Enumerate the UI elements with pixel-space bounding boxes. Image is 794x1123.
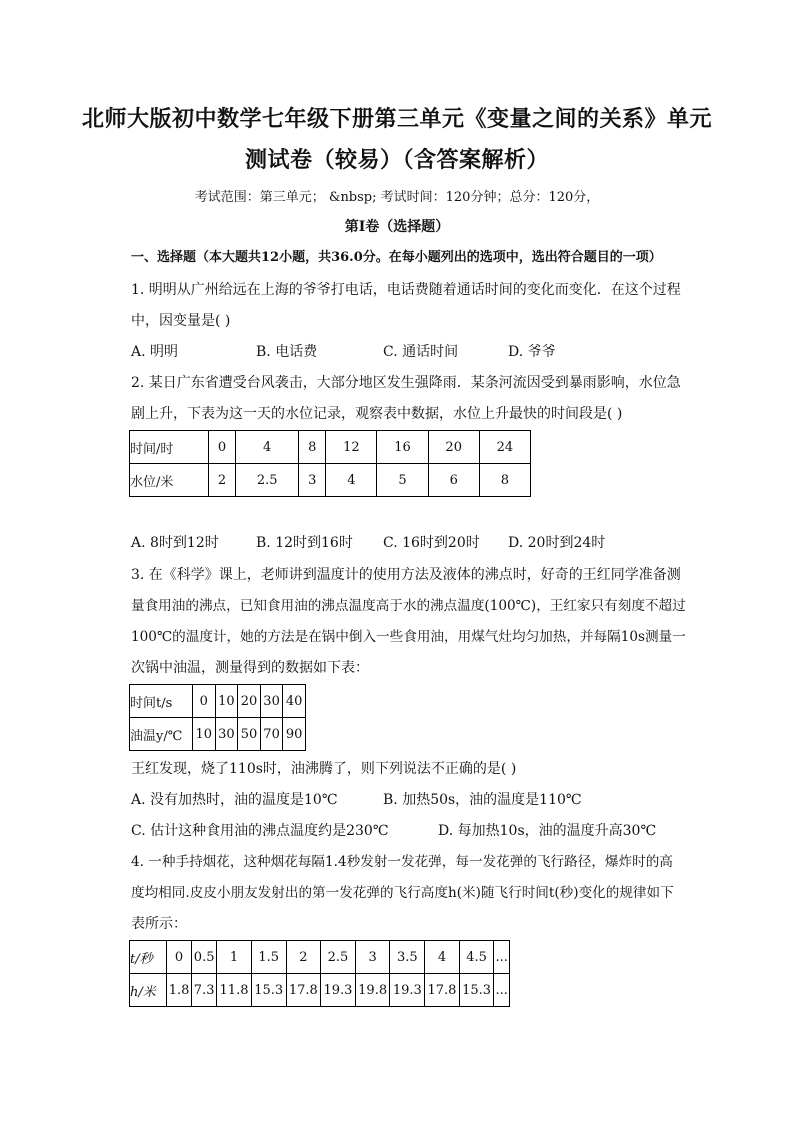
exam-info: 考试范围：第三单元； &nbsp; 考试时间：120分钟；总分：120分， [194, 190, 600, 205]
table-cell: 19.8 [355, 974, 390, 1007]
table-row [130, 974, 510, 1007]
table-cell: 5 [377, 464, 428, 497]
table-cell: 8 [299, 431, 326, 464]
table-cell: 0 [209, 431, 236, 464]
q3-oil-temperature-table [129, 684, 306, 751]
q3-text-line-1: 3. 在《科学》课上，老师讲到温度计的使用方法及液体的沸点时，好奇的王红同学准备测 [131, 567, 681, 583]
table-row [130, 431, 531, 464]
table-cell: 19.3 [321, 974, 356, 1007]
table-cell: 0.5 [192, 941, 217, 974]
table-row [130, 464, 531, 497]
table-cell: 8 [479, 464, 530, 497]
table-cell: 40 [283, 685, 306, 718]
table-row-label: 油温y/℃ [130, 718, 193, 751]
document-title-line-1: 北师大版初中数学七年级下册第三单元《变量之间的关系》单元 [81, 106, 712, 132]
q2-water-level-table [129, 430, 531, 497]
table-cell: 1.5 [251, 941, 286, 974]
q3-text-line-2: 量食用油的沸点，已知食用油的沸点温度高于水的沸点温度(100℃)，王红家只有刻度不超过 [131, 598, 686, 614]
table-cell: ... [494, 941, 510, 974]
table-row [130, 685, 306, 718]
table-cell: 30 [260, 685, 283, 718]
q1-option-d: D. 爷爷 [508, 344, 556, 360]
q1-option-c: C. 通话时间 [383, 344, 459, 360]
table-row [130, 941, 510, 974]
table-cell: 11.8 [217, 974, 252, 1007]
q3-option-d: D. 每加热10s，油的温度升高30℃ [438, 823, 657, 839]
table-cell: 3 [355, 941, 390, 974]
table-cell: 2 [286, 941, 321, 974]
q4-firework-height-table [129, 940, 510, 1007]
q1-text-line-2: 中，因变量是( ) [131, 313, 231, 329]
table-cell: 4 [425, 941, 460, 974]
table-cell: 1 [217, 941, 252, 974]
q3-option-b: B. 加热50s，油的温度是110℃ [383, 792, 582, 808]
q3-text-line-4: 次锅中油温，测量得到的数据如下表： [131, 660, 369, 676]
table-cell: 30 [215, 718, 238, 751]
q1-option-a: A. 明明 [131, 344, 179, 360]
table-cell: 4 [236, 431, 299, 464]
table-cell: 2.5 [236, 464, 299, 497]
q3-text-line-3: 100℃的温度计，她的方法是在锅中倒入一些食用油，用煤气灶均匀加热，并每隔10s测量一 [131, 629, 686, 645]
table-cell: 90 [283, 718, 306, 751]
q3-option-c: C. 估计这种食用油的沸点温度约是230℃ [131, 823, 389, 839]
q2-option-c: C. 16时到20时 [383, 535, 480, 551]
table-cell: 17.8 [286, 974, 321, 1007]
table-cell: 16 [377, 431, 428, 464]
table-cell: 10 [193, 718, 216, 751]
section-header: 一、选择题（本大题共12小题，共36.0分。在每小题列出的选项中，选出符合题目的一项） [131, 250, 662, 265]
q2-text-line-2: 剧上升，下表为这一天的水位记录，观察表中数据，水位上升最快的时间段是( ) [131, 406, 623, 422]
table-row [130, 718, 306, 751]
q4-text-line-1: 4. 一种手持烟花，这种烟花每隔1.4秒发射一发花弹，每一发花弹的飞行路径，爆炸时的高 [131, 854, 673, 870]
table-cell: 1.8 [167, 974, 192, 1007]
table-cell: 20 [428, 431, 479, 464]
table-row-label: h/米 [130, 974, 167, 1007]
q2-text-line-1: 2. 某日广东省遭受台风袭击，大部分地区发生强降雨．某条河流因受到暴雨影响，水位急 [131, 375, 681, 391]
q3-text-line-5: 王红发现，烧了110s时，油沸腾了，则下列说法不正确的是( ) [131, 761, 517, 777]
table-row-label: 时间t/s [130, 685, 193, 718]
table-cell: 2 [209, 464, 236, 497]
table-cell: 17.8 [425, 974, 460, 1007]
q3-option-a: A. 没有加热时，油的温度是10℃ [131, 792, 338, 808]
table-cell: 7.3 [192, 974, 217, 1007]
table-cell: 3 [299, 464, 326, 497]
table-row-label: 时间/时 [130, 431, 209, 464]
table-cell: 3.5 [390, 941, 425, 974]
table-cell: ... [494, 974, 510, 1007]
table-cell: 0 [167, 941, 192, 974]
table-row-label: t/秒 [130, 941, 167, 974]
table-cell: 24 [479, 431, 530, 464]
q4-text-line-3: 表所示： [131, 916, 187, 932]
table-cell: 2.5 [321, 941, 356, 974]
q2-option-d: D. 20时到24时 [508, 535, 606, 551]
volume-title: 第I卷（选择题） [344, 219, 450, 235]
q1-option-b: B. 电话费 [256, 344, 318, 360]
table-cell: 15.3 [459, 974, 494, 1007]
table-cell: 10 [215, 685, 238, 718]
table-row-label: 水位/米 [130, 464, 209, 497]
table-cell: 0 [193, 685, 216, 718]
q4-text-line-2: 度均相同.皮皮小朋友发射出的第一发花弹的飞行高度h(米)随飞行时间t(秒)变化的规律如下 [131, 885, 674, 901]
table-cell: 70 [260, 718, 283, 751]
table-cell: 50 [238, 718, 261, 751]
table-cell: 15.3 [251, 974, 286, 1007]
q2-option-a: A. 8时到12时 [131, 535, 219, 551]
table-cell: 4.5 [459, 941, 494, 974]
table-cell: 12 [326, 431, 377, 464]
table-cell: 19.3 [390, 974, 425, 1007]
q2-option-b: B. 12时到16时 [256, 535, 353, 551]
table-cell: 4 [326, 464, 377, 497]
table-cell: 20 [238, 685, 261, 718]
q1-text-line-1: 1. 明明从广州给远在上海的爷爷打电话，电话费随着通话时间的变化而变化．在这个过程 [131, 282, 681, 298]
document-title-line-2: 测试卷（较易）（含答案解析） [244, 147, 549, 173]
table-cell: 6 [428, 464, 479, 497]
